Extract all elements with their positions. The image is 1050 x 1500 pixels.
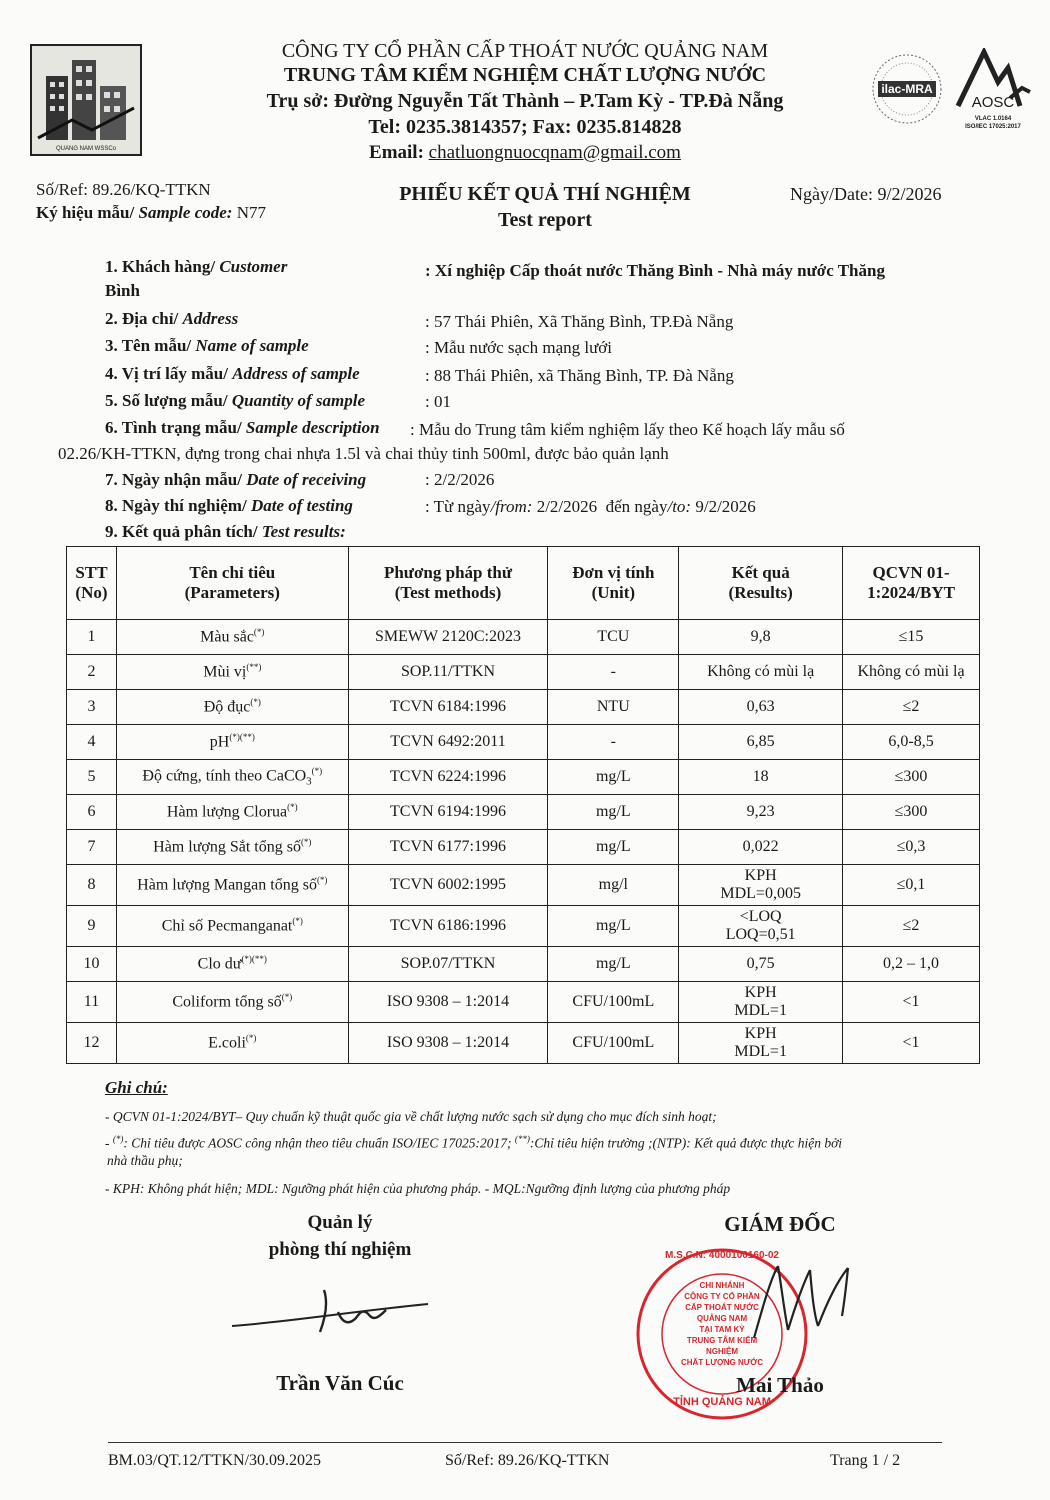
logo-text: QUANG NAM WSSCo [55,146,116,152]
cell-limit: ≤2 [843,690,980,725]
cell-unit: mg/L [548,906,679,947]
cell-no: 10 [67,947,117,982]
footer-ref: Số/Ref: 89.26/KQ-TTKN [445,1452,610,1469]
cell-result: KPH MDL=1 [679,1023,843,1064]
cell-parameter: Chỉ số Pecmanganat(*) [116,906,348,947]
left-signer-title-2: phòng thí nghiệm [268,1239,412,1260]
cell-no: 9 [67,906,117,947]
cell-method: TCVN 6177:1996 [348,830,548,865]
cell-no: 11 [67,982,117,1023]
cell-method: TCVN 6224:1996 [348,760,548,795]
stamp-line: CÔNG TY CỔ PHẦN [684,1292,760,1301]
table-row [67,760,980,795]
cell-limit: ≤15 [843,620,980,655]
cell-limit: 6,0-8,5 [843,725,980,760]
ilac-text: ilac-MRA [881,82,933,96]
sample-code-label-en: Sample code: [138,203,233,222]
quantity-label: 5. Số lượng mẫu/ Quantity of sample [105,391,366,410]
cell-unit: NTU [548,690,679,725]
email-link[interactable]: chatluongnuocqnam@gmail.com [428,142,681,163]
footer-form-code: BM.03/QT.12/TTKN/30.09.2025 [108,1452,322,1469]
cell-parameter: Mùi vị(**) [116,655,348,690]
cell-method: ISO 9308 – 1:2014 [348,982,548,1023]
cell-limit: ≤2 [843,906,980,947]
right-signer-name: Mai Thảo [736,1373,824,1397]
cell-limit: <1 [843,982,980,1023]
stamp-line: TRUNG TÂM KIỂM NGHIỆM [686,1336,758,1356]
cell-result: KPH MDL=0,005 [679,865,843,906]
table-row [67,947,980,982]
customer-value-cont: Bình [105,281,140,300]
cell-result: 9,23 [679,795,843,830]
cell-method: SOP.07/TTKN [348,947,548,982]
quantity-value: : 01 [425,392,451,411]
cell-method: TCVN 6492:2011 [348,725,548,760]
notes-line-2: - (*): Chỉ tiêu được AOSC công nhận theo tiêu chuẩn ISO/IEC 17025:2017; (**):Chỉ tiêu hiện trường ;(NTP): Kết quả được thực hiện bởi [105,1134,843,1151]
report-date: Ngày/Date: 9/2/2026 [790,184,942,204]
table-row [67,795,980,830]
header-result: Kết quả (Results) [679,547,843,620]
cell-result: 9,8 [679,620,843,655]
sample-name-label: 3. Tên mẫu/ Name of sample [105,336,309,355]
stamp-bottom-text: TỈNH QUẢNG NAM [673,1396,771,1408]
cell-unit: mg/L [548,795,679,830]
stamp-outer-text: M.S.C.N: 4000100160-02 [665,1250,779,1261]
cell-unit: TCU [548,620,679,655]
description-value: : Mẫu do Trung tâm kiểm nghiệm lấy theo Kế hoạch lấy mẫu số [410,420,845,439]
center-address: Trụ sở: Đường Nguyễn Tất Thành – P.Tam Kỳ - TP.Đà Nẵng [266,90,784,112]
address-label: 2. Địa chỉ/ Address [105,309,239,328]
cell-limit: ≤300 [843,760,980,795]
cell-result: 0,75 [679,947,843,982]
cell-no: 4 [67,725,117,760]
report-title-en: Test report [498,209,592,231]
cell-parameter: Màu sắc(*) [116,620,348,655]
cell-parameter: Coliform tổng số(*) [116,982,348,1023]
aosc-text: AOSC [971,94,1015,111]
cell-parameter: Hàm lượng Clorua(*) [116,795,348,830]
ilac-mra-badge [870,52,944,126]
cell-parameter: Hàm lượng Sắt tổng số(*) [116,830,348,865]
cell-parameter: pH(*)(**) [116,725,348,760]
report-title: PHIẾU KẾT QUẢ THÍ NGHIỆM [399,183,691,205]
stamp-line: QUẢNG NAM [696,1314,748,1323]
right-signer-title: GIÁM ĐỐC [724,1212,836,1236]
cell-no: 3 [67,690,117,725]
cell-method: SOP.11/TTKN [348,655,548,690]
receiving-date-label: 7. Ngày nhận mẫu/ Date of receiving [105,470,367,489]
aosc-sub1: VLAC 1.0164 [974,116,1012,122]
footer-divider [108,1442,942,1443]
description-value-cont: 02.26/KH-TTKN, đựng trong chai nhựa 1.5l và chai thủy tinh 500ml, được bảo quản lạnh [58,444,669,463]
header-method: Phương pháp thử (Test methods) [348,547,548,620]
testing-date-label: 8. Ngày thí nghiệm/ Date of testing [105,496,353,515]
cell-unit: mg/L [548,830,679,865]
cell-result: Không có mùi lạ [679,655,843,690]
cell-limit: ≤300 [843,795,980,830]
cell-method: ISO 9308 – 1:2014 [348,1023,548,1064]
customer-value: : Xí nghiệp Cấp thoát nước Thăng Bình - Nhà máy nước Thăng [425,261,885,280]
cell-parameter: Độ cứng, tính theo CaCO$_3$(*) [116,760,348,795]
stamp-line: CHẤT LƯỢNG NƯỚC [680,1358,764,1367]
customer-label: 1. Khách hàng/ Customer [105,257,288,276]
table-row [67,725,980,760]
sample-name-value: : Mẫu nước sạch mạng lưới [425,338,613,357]
cell-limit: ≤0,3 [843,830,980,865]
table-row [67,865,980,906]
email-label: Email: [369,142,424,163]
cell-method: TCVN 6194:1996 [348,795,548,830]
cell-no: 7 [67,830,117,865]
sample-code-label: Ký hiệu mẫu/ [36,203,135,222]
cell-no: 1 [67,620,117,655]
testing-date-value: : Từ ngày/from: 2/2/2026 đến ngày/to: 9/2/2026 [425,497,756,516]
cell-no: 8 [67,865,117,906]
results-label: 9. Kết quả phân tích/ Test results: [105,522,346,541]
cell-unit: mg/L [548,760,679,795]
left-signer-title-1: Quản lý [307,1212,373,1233]
sample-code [36,203,266,223]
cell-limit: Không có mùi lạ [843,655,980,690]
table-row [67,906,980,947]
footer-page-number: Trang 1 / 2 [830,1452,901,1469]
sample-location-value: : 88 Thái Phiên, xã Thăng Bình, TP. Đà Nẵng [425,366,734,385]
center-name: TRUNG TÂM KIỂM NGHIỆM CHẤT LƯỢNG NƯỚC [283,64,767,86]
receiving-date-value: : 2/2/2026 [425,470,495,489]
header-stt: STT (No) [67,547,117,620]
results-table [66,546,980,1064]
cell-method: SMEWW 2120C:2023 [348,620,548,655]
cell-result: 0,022 [679,830,843,865]
cell-limit: ≤0,1 [843,865,980,906]
table-row [67,620,980,655]
cell-unit: - [548,725,679,760]
header-parameter: Tên chỉ tiêu (Parameters) [116,547,348,620]
cell-method: TCVN 6184:1996 [348,690,548,725]
company-name: CÔNG TY CỔ PHẦN CẤP THOÁT NƯỚC QUẢNG NAM [281,40,769,62]
cell-parameter: Hàm lượng Mangan tổng số(*) [116,865,348,906]
cell-unit: mg/L [548,947,679,982]
cell-no: 12 [67,1023,117,1064]
cell-limit: <1 [843,1023,980,1064]
sample-location-label: 4. Vị trí lấy mẫu/ Address of sample [105,364,360,383]
cell-limit: 0,2 – 1,0 [843,947,980,982]
left-signer-name: Trần Văn Cúc [276,1371,404,1395]
sample-code-value: N77 [236,203,266,222]
notes-line-3: - KPH: Không phát hiện; MDL: Ngưỡng phát hiện của phương pháp. - MQL:Ngưỡng định lượng của phương pháp [105,1181,731,1196]
cell-result: 18 [679,760,843,795]
header-qcvn: QCVN 01- 1:2024/BYT [843,547,980,620]
cell-result: <LOQ LOQ=0,51 [679,906,843,947]
cell-result: 6,85 [679,725,843,760]
notes-line-1: - QCVN 01-1:2024/BYT– Quy chuẩn kỹ thuật quốc gia về chất lượng nước sạch sử dụng cho mục đích sinh hoạt; [105,1109,717,1124]
cell-unit: mg/l [548,865,679,906]
cell-parameter: Clo dư(*)(**) [116,947,348,982]
address-value: : 57 Thái Phiên, Xã Thăng Bình, TP.Đà Nẵng [425,312,734,331]
cell-parameter: Độ đục(*) [116,690,348,725]
cell-method: TCVN 6186:1996 [348,906,548,947]
description-label: 6. Tình trạng mẫu/ Sample description [105,418,380,437]
table-row [67,655,980,690]
header-unit: Đơn vị tính (Unit) [548,547,679,620]
cell-no: 2 [67,655,117,690]
cell-no: 6 [67,795,117,830]
cell-parameter: E.coli(*) [116,1023,348,1064]
right-signature [748,1260,868,1345]
table-row [67,690,980,725]
left-signature [228,1282,438,1347]
cell-unit: - [548,655,679,690]
ref-number: Số/Ref: 89.26/KQ-TTKN [36,180,211,199]
cell-result: 0,63 [679,690,843,725]
center-phone-fax: Tel: 0235.3814357; Fax: 0235.814828 [368,116,682,138]
cell-method: TCVN 6002:1995 [348,865,548,906]
stamp-line: TẠI TAM KỲ [699,1325,745,1334]
aosc-badge [950,48,1036,138]
table-row [67,1023,980,1064]
table-row [67,982,980,1023]
cell-no: 5 [67,760,117,795]
stamp-line: CẤP THOÁT NƯỚC [685,1303,759,1312]
cell-unit: CFU/100mL [548,982,679,1023]
center-email-line [0,142,1050,164]
notes-title: Ghi chú: [105,1078,168,1097]
stamp-line: CHI NHÁNH [699,1281,745,1290]
notes-line-2-cont: nhà thầu phụ; [107,1153,183,1168]
table-row [67,830,980,865]
cell-unit: CFU/100mL [548,1023,679,1064]
aosc-sub2: ISO/IEC 17025:2017 [965,124,1021,130]
cell-result: KPH MDL=1 [679,982,843,1023]
table-header-row [67,547,980,620]
